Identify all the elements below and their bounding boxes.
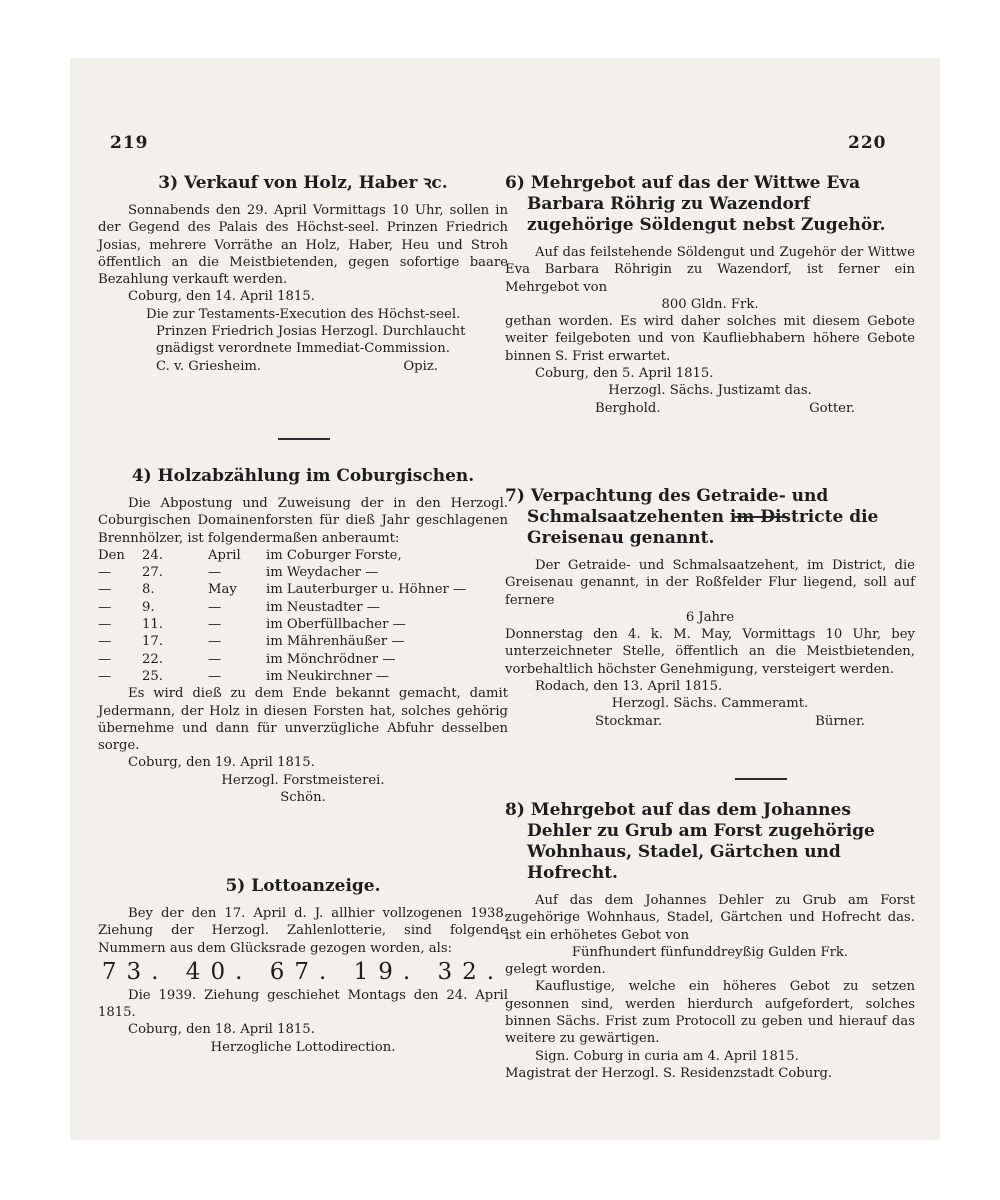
page-number-left: 219 [110,133,149,153]
section-body: Auf das dem Johannes Dehler zu Grub am Forst zugehörige Wohnhaus, Stadel, Gärtchen und Hofrecht das. ist ein erhöhetes Gebot von [505,893,915,943]
section-body: Es wird dieß zu dem Ende bekannt gemacht, damit Jedermann, der Holz in diesen Forsten hat, solches gehörig übernehme und dann für unverzügliche Abfuhr desselben sorge. [98,686,508,754]
section-date: Coburg, den 18. April 1815. [128,1022,315,1038]
schedule-row: — 17. — im Mährenhäußer — [98,634,405,650]
section-authority: Herzogl. Sächs. Cammeramt. [611,696,809,712]
section-title: 5) Lottoanzeige. [225,876,381,896]
section-body: Sonnabends den 29. April Vormittags 10 Uhr, sollen in der Gegend des Palais des Höchst-seel. Prinzen Friedrich Josias, mehrere Vorräthe an Holz, Haber, Heu und Stroh öffentlich an die Meistbietenden, gegen sofortige baare Bezahlung verkauft werden. [98,203,508,288]
bid-amount: 800 Gldn. Frk. [661,296,759,312]
section-holzabzaehlung [98,466,508,806]
section-divider [278,438,330,440]
schedule-list [98,547,508,685]
section-authority: Herzogl. Sächs. Justizamt das. [608,383,812,399]
section-lottoanzeige [98,876,508,1056]
signer-name: Bürner. [815,713,865,729]
schedule-row: — 22. — im Mönchrödner — [98,651,396,667]
signer-name: Berghold. [595,400,661,416]
schedule-row: Den 24. April im Coburger Forste, [98,547,402,563]
section-date: Coburg, den 14. April 1815. [128,289,315,305]
lottery-numbers: 73. 40. 67. 19. 32. [101,958,505,985]
schedule-row: — 25. — im Neukirchner — [98,668,390,684]
signer-name: C. v. Griesheim. [156,358,262,374]
section-authority: Herzogliche Lottodirection. [210,1039,396,1055]
section-body: Auf das feilstehende Söldengut und Zugehör der Wittwe Eva Barbara Röhrigin zu Wazendorf, ist ferner ein Mehrgebot von [505,245,915,295]
section-authority: Magistrat der Herzogl. S. Residenzstadt Coburg. [505,1065,833,1081]
section-intro: Die Abpostung und Zuweisung der in den Herzogl. Coburgischen Domainenforsten für dieß Jahr geschlagenen Brennhölzer, ist folgendermaßen anberaumt: [98,496,508,546]
section-date: Coburg, den 19. April 1815. [128,755,315,771]
section-divider [735,778,787,780]
section-authority: Herzogl. Forstmeisterei. [221,772,385,788]
section-body-notice: Kauflustige, welche ein höheres Gebot zu setzen gesonnen sind, werden hierdurch aufgefordert, solches binnen Sächs. Frist zum Protocoll zu geben und hierauf das weitere zu gewärtigen. [505,979,915,1047]
section-date: Rodach, den 13. April 1815. [535,679,723,695]
signer-name: Opiz. [403,358,438,374]
signer-name: Stockmar. [595,713,663,729]
signature-row [98,358,508,375]
document-page [70,58,940,1140]
next-drawing: Die 1939. Ziehung geschiehet Montags den 24. April 1815. [98,987,508,1021]
section-date: Coburg, den 5. April 1815. [535,366,714,382]
section-authority: Die zur Testaments-Execution des Höchst-seel. Prinzen Friedrich Josias Herzogl. Durchlaucht gnädigst verordnete Immediat-Commission. [146,306,466,357]
section-date: Sign. Coburg in curia am 4. April 1815. [535,1048,799,1064]
section-title: 7) Verpachtung des Getraide- und Schmalsaatzehenten im Districte die Greisenau genannt. [505,486,879,548]
bid-amount: Fünfhundert fünfunddreyßig Gulden Frk. [571,944,849,960]
signature-row [505,713,915,730]
section-mehrgebot-dehler [505,800,915,1082]
lease-term: 6 Jahre [685,609,735,625]
section-title: 8) Mehrgebot auf das dem Johannes Dehler zu Grub am Forst zugehörige Wohnhaus, Stadel, Gärtchen und Hofrecht. [505,800,875,883]
schedule-row: — 9. — im Neustadter — [98,599,380,615]
section-body-continued: Donnerstag den 4. k. M. May, Vormittags 10 Uhr, bey unterzeichneter Stelle, öffentlich an die Meistbietenden, vorbehaltlich höchster Genehmigung, versteigert werden. [505,627,915,677]
schedule-row: — 11. — im Oberfüllbacher — [98,617,406,633]
signer-name: Schön. [280,790,326,806]
signer-name: Gotter. [809,400,855,416]
section-body-continued: gethan worden. Es wird daher solches mit diesem Gebote weiter feilgeboten und von Kaufliebhabern höhere Gebote binnen S. Frist erwartet. [505,314,915,364]
signature-row [505,400,915,417]
section-body: Bey der den 17. April d. J. allhier vollzogenen 1938. Ziehung der Herzogl. Zahlenlotterie, sind folgende Nummern aus dem Glücksrade gezogen worden, als: [98,906,508,956]
section-verpachtung [505,486,915,730]
page-number-right: 220 [848,133,887,153]
section-mehrgebot-roehrig [505,173,915,417]
section-title: 3) Verkauf von Holz, Haber ꝛc. [158,173,448,193]
schedule-row: — 8. May im Lauterburger u. Höhner — [98,582,467,598]
section-body-continued: gelegt worden. [505,962,606,978]
section-title: 4) Holzabzählung im Coburgischen. [131,466,475,486]
section-title: 6) Mehrgebot auf das der Wittwe Eva Barbara Röhrig zu Wazendorf zugehörige Söldengut nebst Zugehör. [505,173,886,235]
section-body: Der Getraide- und Schmalsaatzehent, im District, die Greisenau genannt, in der Roßfelder Flur liegend, soll auf fernere [505,558,915,608]
section-holzverkauf [98,173,508,375]
schedule-row: — 27. — im Weydacher — [98,565,379,581]
